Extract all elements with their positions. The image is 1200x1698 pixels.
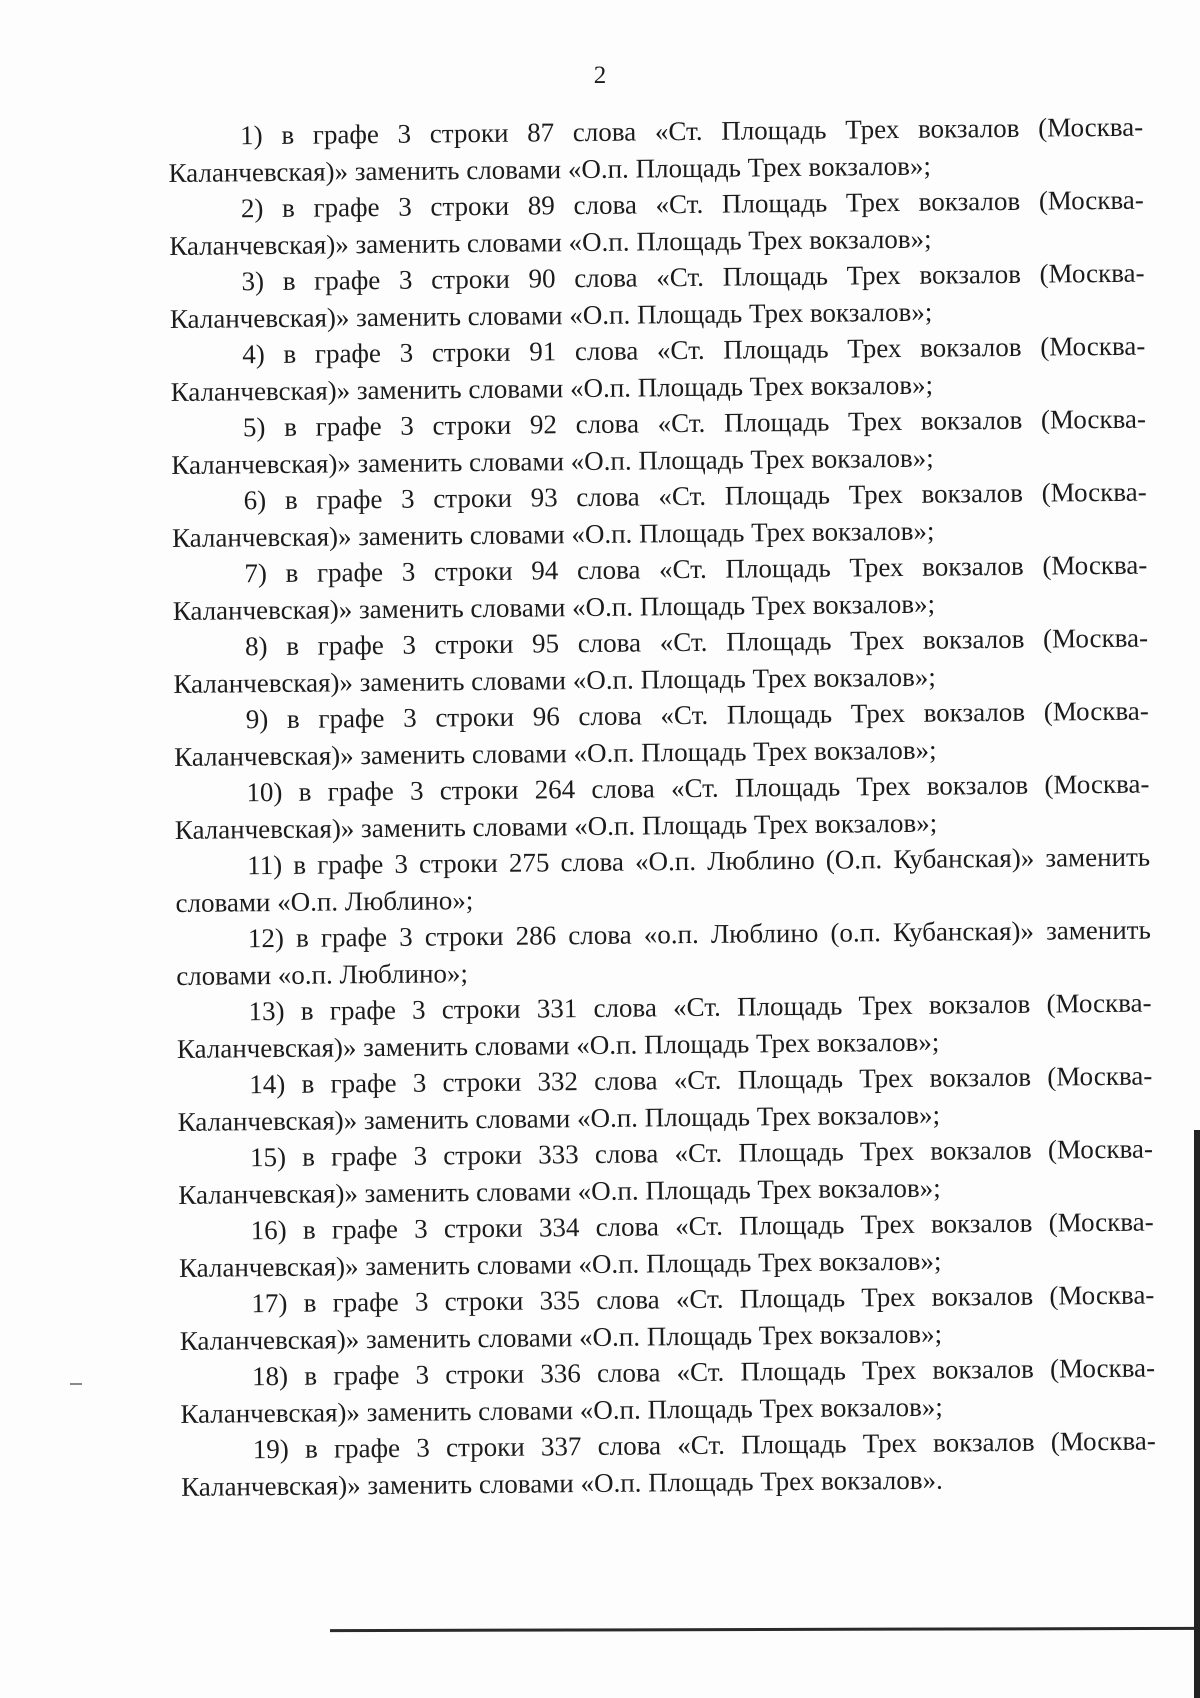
amendment-line: 11) в графе 3 строки 275 слова «О.п. Люблино (О.п. Кубанская)» заменить — [247, 841, 1151, 881]
page-number: 2 — [593, 62, 607, 89]
amendment-item — [175, 839, 1151, 921]
amendment-line: Каланчевская)» заменить словами «О.п. Площадь Трех вокзалов»; — [171, 515, 935, 553]
amendment-line: 14) в графе 3 строки 332 слова «Ст. Площадь Трех вокзалов (Москва- — [249, 1060, 1153, 1100]
amendment-line: Каланчевская)» заменить словами «О.п. Площадь Трех вокзалов»; — [171, 442, 934, 480]
amendment-line: 6) в графе 3 строки 93 слова «Ст. Площадь Трех вокзалов (Москва- — [243, 476, 1147, 516]
amendment-item — [179, 1204, 1155, 1286]
amendment-line: 8) в графе 3 строки 95 слова «Ст. Площадь Трех вокзалов (Москва- — [244, 622, 1149, 662]
amendment-line: 19) в графе 3 строки 337 слова «Ст. Площадь Трех вокзалов (Москва- — [252, 1425, 1156, 1465]
amendment-line: 15) в графе 3 строки 333 слова «Ст. Площадь Трех вокзалов (Москва- — [249, 1133, 1154, 1173]
amendment-line: Каланчевская)» заменить словами «О.п. Площадь Трех вокзалов»; — [173, 661, 936, 699]
amendment-item — [177, 1058, 1153, 1140]
amendment-line: Каланчевская)» заменить словами «О.п. Площадь Трех вокзалов»; — [173, 734, 937, 772]
amendment-line: Каланчевская)» заменить словами «О.п. Площадь Трех вокзалов»; — [180, 1391, 943, 1429]
amendment-item — [169, 182, 1145, 264]
amendment-line: Каланчевская)» заменить словами «О.п. Площадь Трех вокзалов»; — [179, 1318, 943, 1356]
amendment-line: Каланчевская)» заменить словами «О.п. Площадь Трех вокзалов»; — [169, 223, 932, 261]
amendment-item — [173, 620, 1149, 702]
amendment-item — [179, 1277, 1155, 1359]
amendment-line: Каланчевская)» заменить словами «О.п. Площадь Трех вокзалов»; — [168, 150, 932, 188]
amendment-line: 3) в графе 3 строки 90 слова «Ст. Площадь Трех вокзалов (Москва- — [241, 257, 1145, 297]
amendment-line: Каланчевская)» заменить словами «О.п. Площадь Трех вокзалов»; — [169, 296, 933, 334]
scan-mark — [70, 1383, 82, 1385]
amendment-item — [178, 1131, 1154, 1213]
amendment-item — [180, 1350, 1156, 1432]
amendment-item — [171, 401, 1147, 483]
amendment-item — [176, 912, 1152, 994]
amendment-item — [170, 328, 1146, 410]
amendment-item — [174, 693, 1150, 775]
amendment-item — [168, 109, 1144, 191]
amendment-item — [172, 474, 1148, 556]
amendment-line: 4) в графе 3 строки 91 слова «Ст. Площадь Трех вокзалов (Москва- — [242, 330, 1146, 370]
amendment-line: 1) в графе 3 строки 87 слова «Ст. Площадь Трех вокзалов (Москва- — [240, 111, 1144, 151]
amendment-line: 9) в графе 3 строки 96 слова «Ст. Площадь Трех вокзалов (Москва- — [245, 695, 1149, 735]
amendment-line: 7) в графе 3 строки 94 слова «Ст. Площадь Трех вокзалов (Москва- — [244, 549, 1148, 589]
amendment-line: Каланчевская)» заменить словами «О.п. Площадь Трех вокзалов». — [180, 1464, 943, 1502]
amendment-line: Каланчевская)» заменить словами «О.п. Площадь Трех вокзалов»; — [174, 807, 938, 845]
amendment-item — [172, 547, 1148, 629]
page-bottom-edge — [330, 1627, 1200, 1632]
amendment-line: 5) в графе 3 строки 92 слова «Ст. Площадь Трех вокзалов (Москва- — [242, 403, 1147, 443]
amendment-line: Каланчевская)» заменить словами «О.п. Площадь Трех вокзалов»; — [177, 1099, 941, 1137]
amendment-line: 12) в графе 3 строки 286 слова «о.п. Люблино (о.п. Кубанская)» заменить — [247, 914, 1151, 954]
amendment-line: 16) в графе 3 строки 334 слова «Ст. Площадь Трех вокзалов (Москва- — [250, 1206, 1154, 1246]
amendment-line: 18) в графе 3 строки 336 слова «Ст. Площадь Трех вокзалов (Москва- — [251, 1352, 1156, 1392]
amendment-line: словами «О.п. Люблино»; — [175, 884, 474, 918]
amendment-item — [181, 1423, 1157, 1505]
amendment-line: 2) в графе 3 строки 89 слова «Ст. Площадь Трех вокзалов (Москва- — [240, 184, 1144, 224]
amendment-line: Каланчевская)» заменить словами «О.п. Площадь Трех вокзалов»; — [176, 1026, 940, 1064]
amendment-line: 13) в графе 3 строки 331 слова «Ст. Площадь Трех вокзалов (Москва- — [248, 987, 1152, 1027]
page-right-edge — [1194, 1130, 1200, 1698]
amendment-line: Каланчевская)» заменить словами «О.п. Площадь Трех вокзалов»; — [172, 588, 936, 626]
amendment-item — [176, 985, 1152, 1067]
amendment-line: 10) в графе 3 строки 264 слова «Ст. Площадь Трех вокзалов (Москва- — [246, 768, 1150, 808]
amendment-item — [174, 766, 1150, 848]
amendment-line: Каланчевская)» заменить словами «О.п. Площадь Трех вокзалов»; — [170, 369, 934, 407]
amendment-line: словами «о.п. Люблино»; — [176, 957, 469, 991]
amendment-line: Каланчевская)» заменить словами «О.п. Площадь Трех вокзалов»; — [178, 1172, 941, 1210]
amendment-line: Каланчевская)» заменить словами «О.п. Площадь Трех вокзалов»; — [178, 1245, 942, 1283]
amendment-line: 17) в графе 3 строки 335 слова «Ст. Площадь Трех вокзалов (Москва- — [251, 1279, 1155, 1319]
amendment-item — [169, 255, 1145, 337]
amendment-list — [168, 109, 1156, 1505]
